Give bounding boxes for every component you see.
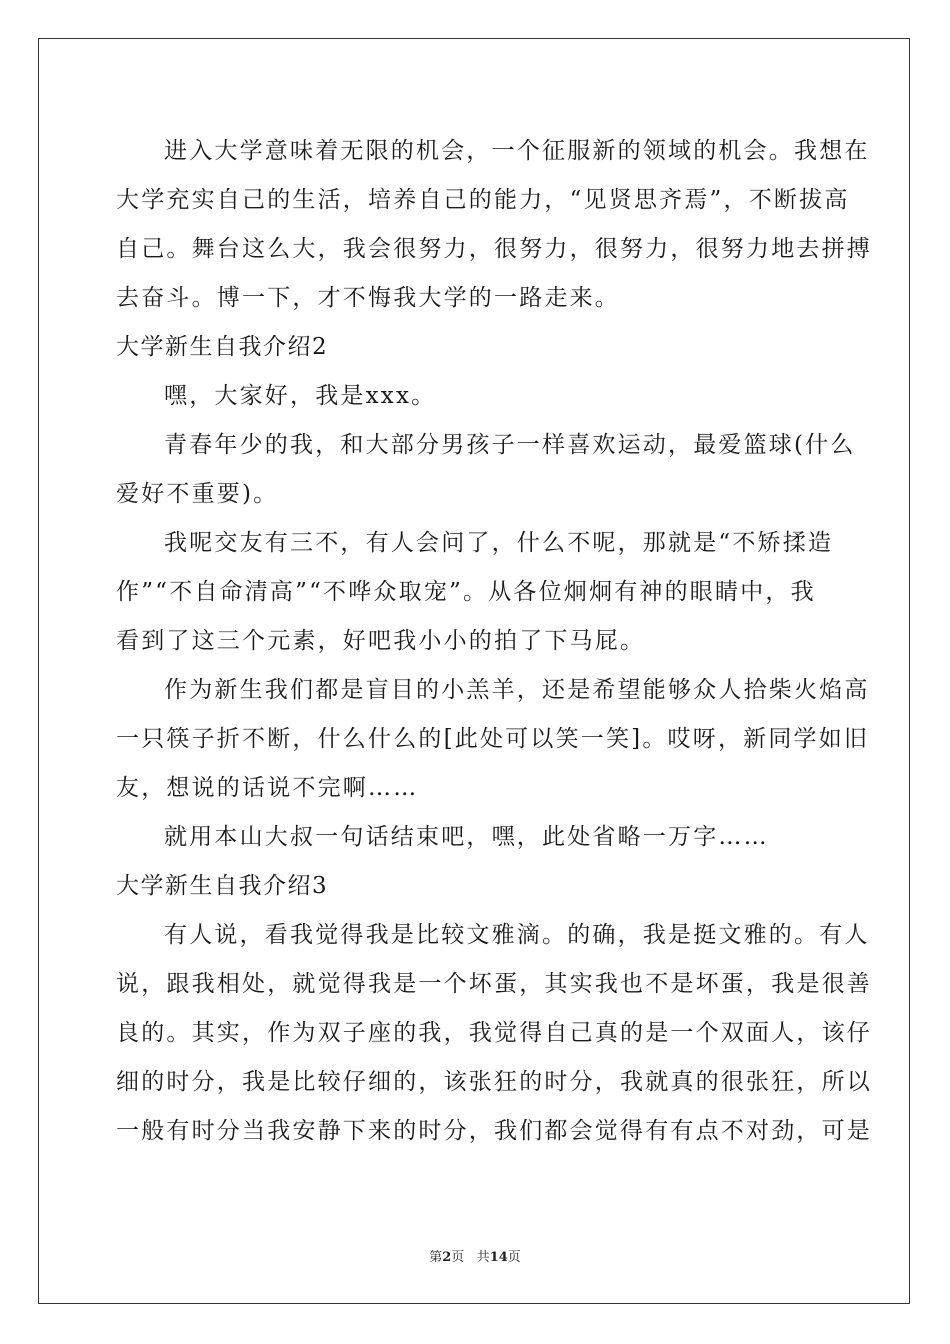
text-line: 就用本山大叔一句话结束吧，嘿，此处省略一万字……	[164, 824, 769, 850]
text-line: 嘿，大家好，我是xxx。	[164, 383, 437, 409]
text-line: 一只筷子折不断，什么什么的[此处可以笑一笑]。哎呀，新同学如旧	[116, 726, 870, 752]
page-number: 2	[442, 1250, 452, 1265]
text-line: 自己。舞台这么大，我会很努力，很努力，很努力，很努力地去拼搏	[116, 236, 872, 262]
text-line: 说，跟我相处，就觉得我是一个坏蛋，其实我也不是坏蛋，我是很善	[116, 971, 872, 997]
total-suffix: 页	[507, 1250, 521, 1265]
text-line: 去奋斗。博一下，才不悔我大学的一路走来。	[116, 285, 620, 311]
text-line: 我呢交友有三不，有人会问了，什么不呢，那就是“不矫揉造	[164, 530, 834, 556]
total-prefix: 共	[476, 1250, 490, 1265]
section-heading: 大学新生自我介绍2	[116, 334, 329, 360]
section-heading: 大学新生自我介绍3	[116, 873, 329, 899]
text-line: 一般有时分当我安静下来的时分，我们都会觉得有有点不对劲，可是	[116, 1118, 872, 1144]
document-body	[116, 127, 872, 1156]
text-line: 大学充实自己的生活，培养自己的能力，“见贤思齐焉”，不断拔高	[116, 187, 850, 213]
text-line: 有人说，看我觉得我是比较文雅滴。的确，我是挺文雅的。有人	[164, 922, 870, 948]
page-prefix: 第	[429, 1250, 443, 1265]
text-line: 友，想说的话说不完啊……	[116, 775, 419, 801]
text-line: 青春年少的我，和大部分男孩子一样喜欢运动，最爱篮球(什么	[164, 432, 856, 458]
text-line: 进入大学意味着无限的机会，一个征服新的领域的机会。我想在	[164, 138, 870, 164]
text-line: 作为新生我们都是盲目的小羔羊，还是希望能够众人拾柴火焰高	[164, 677, 870, 703]
text-line: 看到了这三个元素，好吧我小小的拍了下马屁。	[116, 628, 646, 654]
text-line: 爱好不重要)。	[116, 481, 279, 507]
text-line: 作”“不自命清高”“不哗众取宠”。从各位炯炯有神的眼睛中，我	[116, 579, 816, 605]
page-footer	[0, 1246, 950, 1265]
text-line: 细的时分，我是比较仔细的，该张狂的时分，我就真的很张狂，所以	[116, 1069, 872, 1095]
total-pages: 14	[489, 1250, 508, 1265]
text-line: 良的。其实，作为双子座的我，我觉得自己真的是一个双面人，该仔	[116, 1020, 872, 1046]
page-suffix: 页	[451, 1250, 465, 1265]
